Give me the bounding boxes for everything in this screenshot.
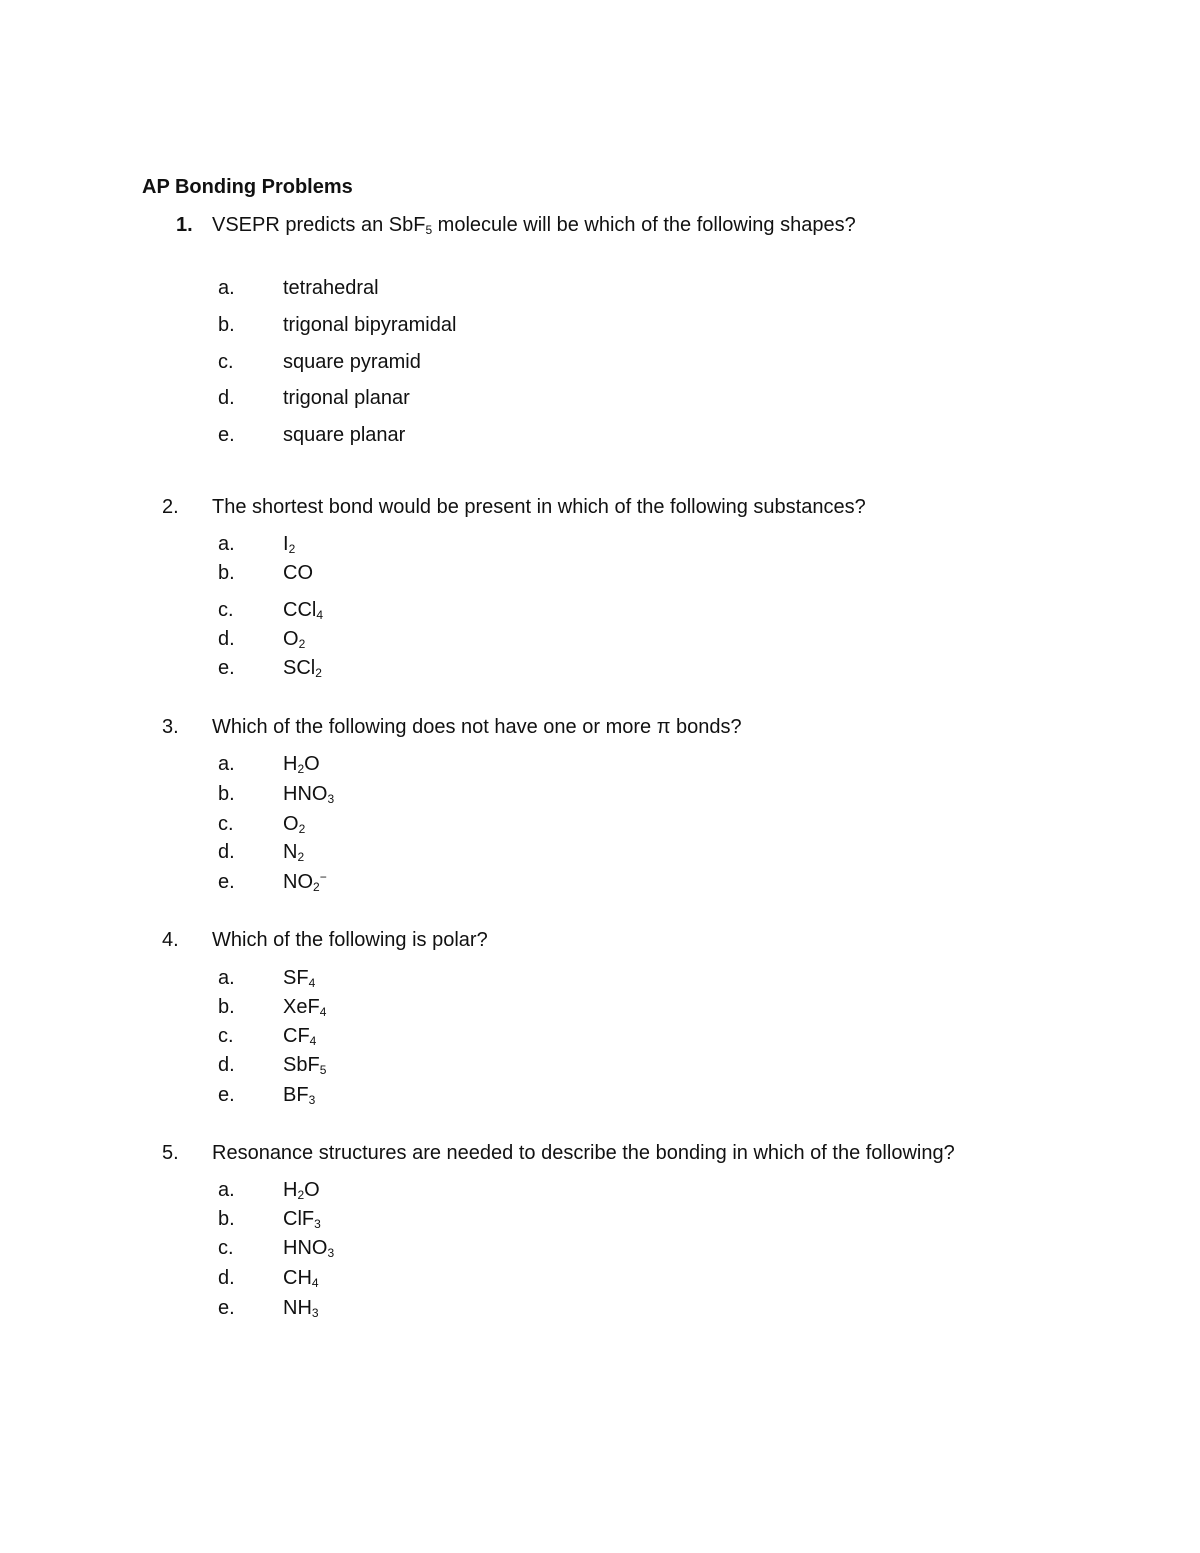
question-number: 1.: [176, 214, 193, 236]
option-letter: b.: [218, 314, 235, 336]
option-5e: [0, 1297, 1200, 1325]
option-letter: c.: [218, 351, 234, 373]
question-text: Resonance structures are needed to describe the bonding in which of the following?: [212, 1142, 955, 1164]
option-text: square planar: [283, 424, 406, 446]
option-letter: e.: [218, 657, 235, 679]
option-text: SCl$_2$: [283, 657, 322, 680]
option-text: $N_2$: [283, 841, 305, 864]
option-5d: [0, 1267, 1200, 1295]
option-letter: d.: [218, 1054, 235, 1076]
question-text: Which of the following is polar?: [212, 929, 488, 951]
option-text: $HNO_3$: [283, 1237, 335, 1260]
question-number: 4.: [162, 929, 179, 951]
option-letter: b.: [218, 1208, 235, 1230]
option-letter: a.: [218, 1179, 235, 1201]
option-text: tetrahedral: [283, 277, 379, 299]
option-letter: d.: [218, 387, 235, 409]
option-letter: c.: [218, 1025, 234, 1047]
question-number: 2.: [162, 496, 179, 518]
option-letter: e.: [218, 1297, 235, 1319]
option-text: ClF$_3$: [283, 1208, 321, 1231]
option-1c: [0, 351, 1200, 379]
option-letter: b.: [218, 783, 235, 805]
document-title: AP Bonding Problems: [142, 176, 353, 198]
option-text: $NO_2^-$: [283, 870, 327, 894]
question-text: Which of the following does not have one or more π bonds?: [212, 716, 742, 738]
option-letter: e.: [218, 1084, 235, 1106]
option-3b: [0, 783, 1200, 811]
option-letter: a.: [218, 277, 235, 299]
option-3a: [0, 753, 1200, 781]
option-letter: a.: [218, 753, 235, 775]
option-4c: [0, 1025, 1200, 1053]
option-text: CO: [283, 562, 313, 584]
option-2a: [0, 533, 1200, 561]
option-text: $SF_4$: [283, 967, 316, 990]
option-text: $CF_4$: [283, 1025, 317, 1048]
option-text: $H_2O$: [283, 1179, 320, 1202]
question-text: The shortest bond would be present in which of the following substances?: [212, 496, 866, 518]
option-text: trigonal planar: [283, 387, 410, 409]
option-5a: [0, 1179, 1200, 1207]
option-letter: e.: [218, 871, 235, 893]
option-4b: [0, 996, 1200, 1024]
option-letter: b.: [218, 562, 235, 584]
option-2c: [0, 599, 1200, 627]
option-text: SbF$_5$: [283, 1054, 327, 1077]
option-letter: e.: [218, 424, 235, 446]
option-letter: a.: [218, 967, 235, 989]
question-number: 5.: [162, 1142, 179, 1164]
option-letter: c.: [218, 1237, 234, 1259]
question-number: 3.: [162, 716, 179, 738]
question-text: VSEPR predicts an SbF$_5$ molecule will be which of the following shapes?: [212, 214, 856, 237]
option-3c: [0, 813, 1200, 841]
option-text: trigonal bipyramidal: [283, 314, 457, 336]
option-2d: [0, 628, 1200, 656]
option-3e: [0, 871, 1200, 899]
option-letter: c.: [218, 813, 234, 835]
option-5b: [0, 1208, 1200, 1236]
option-4d: [0, 1054, 1200, 1082]
option-1a: [0, 277, 1200, 305]
option-letter: d.: [218, 628, 235, 650]
option-text: square pyramid: [283, 351, 421, 373]
option-5c: [0, 1237, 1200, 1265]
option-letter: c.: [218, 599, 234, 621]
option-text: $HNO_3$: [283, 783, 335, 806]
option-1e: [0, 424, 1200, 452]
option-text: $O_2$: [283, 628, 306, 651]
option-letter: d.: [218, 1267, 235, 1289]
option-text: $I_2$: [283, 533, 296, 556]
option-letter: b.: [218, 996, 235, 1018]
option-3d: [0, 841, 1200, 869]
option-1b: [0, 314, 1200, 342]
option-letter: a.: [218, 533, 235, 555]
option-text: $BF_3$: [283, 1084, 316, 1107]
option-letter: d.: [218, 841, 235, 863]
option-text: $H_2O$: [283, 753, 320, 776]
option-text: $NH_3$: [283, 1297, 319, 1320]
option-2e: [0, 657, 1200, 685]
option-2b: [0, 562, 1200, 590]
option-text: XeF$_4$: [283, 996, 327, 1019]
option-text: $O_2$: [283, 813, 306, 836]
option-text: CCl$_4$: [283, 599, 324, 622]
option-text: $CH_4$: [283, 1267, 319, 1290]
option-4e: [0, 1084, 1200, 1112]
option-1d: [0, 387, 1200, 415]
option-4a: [0, 967, 1200, 995]
